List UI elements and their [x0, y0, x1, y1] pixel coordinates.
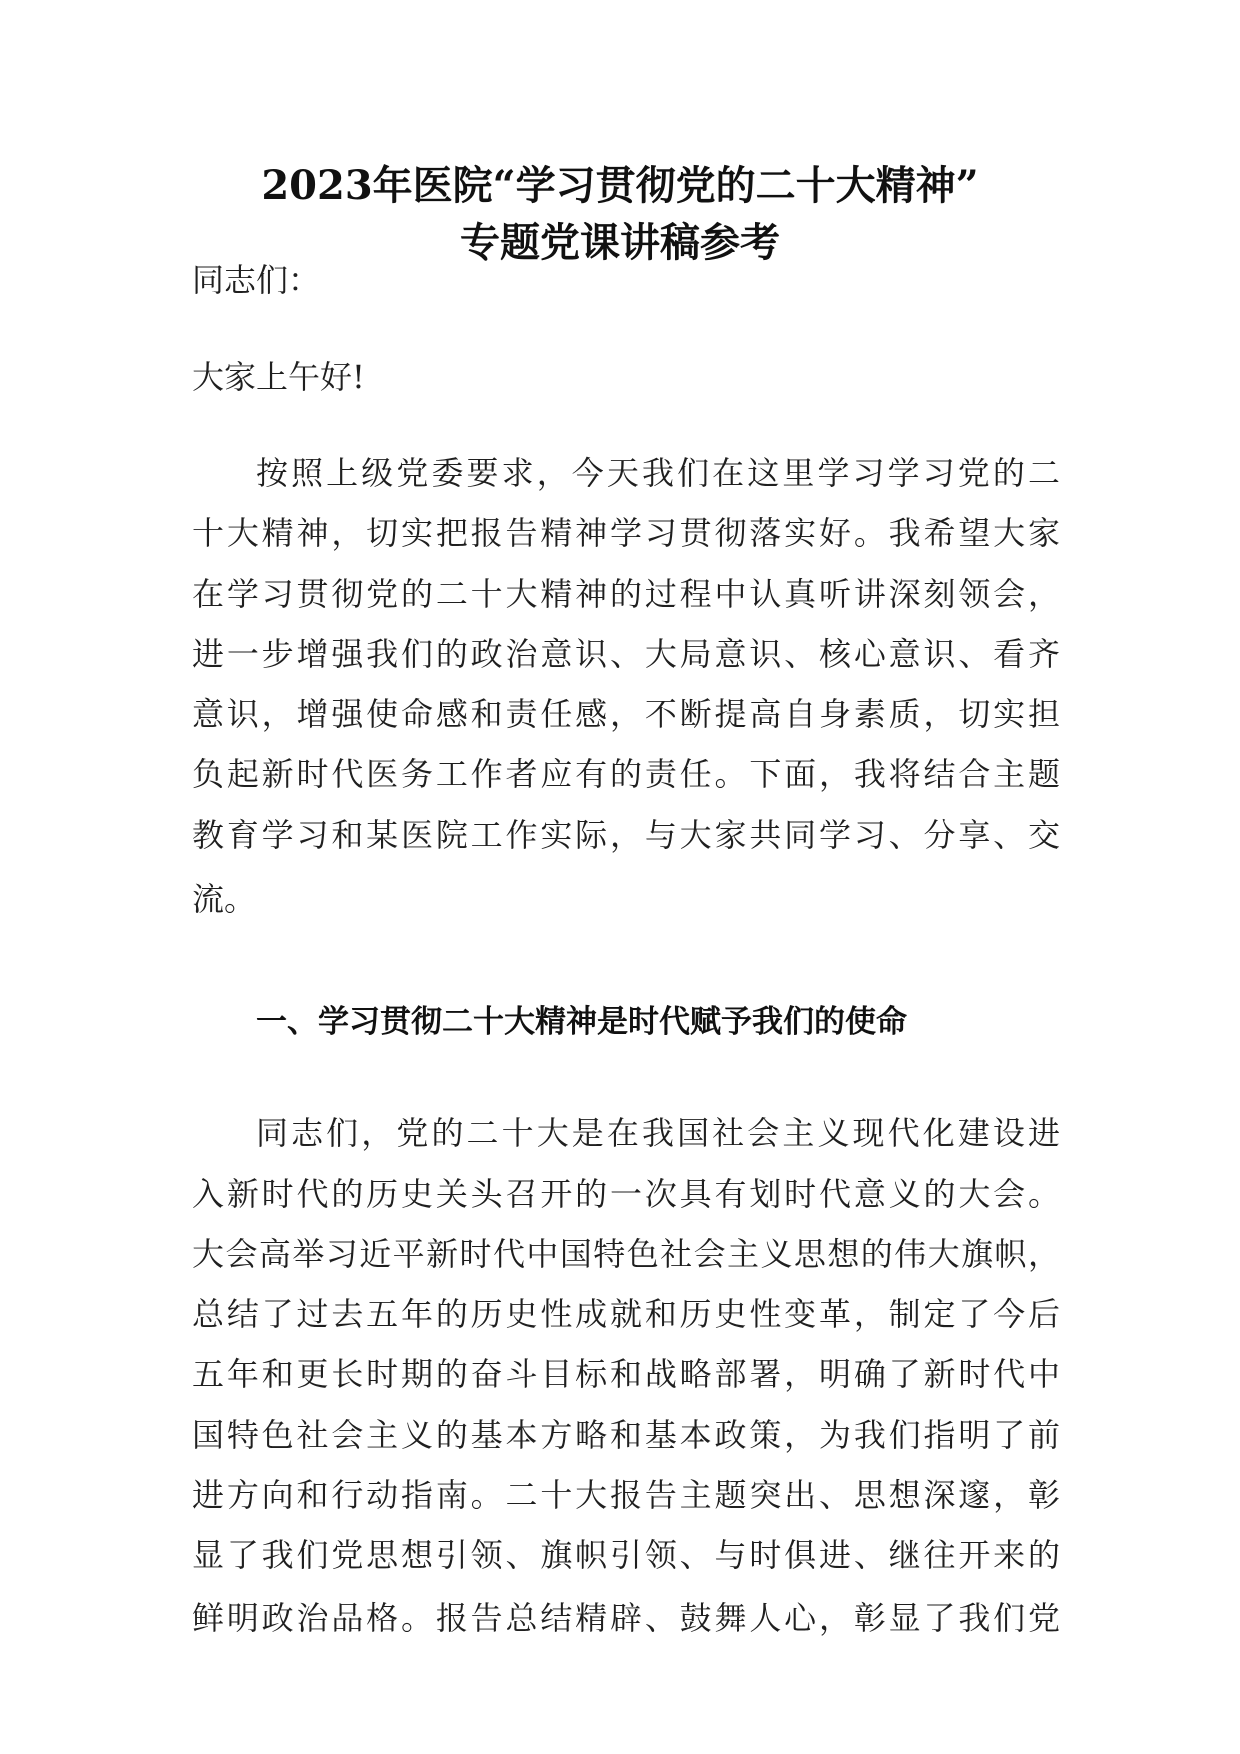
- document-title-line-1: 2023年医院“学习贯彻党的二十大精神”: [261, 162, 979, 209]
- paragraph-2-line: 入新时代的历史关头召开的一次具有划时代意义的大会。: [192, 1175, 1060, 1213]
- paragraph-1-line: 进一步增强我们的政治意识、大局意识、核心意识、看齐: [192, 635, 1060, 673]
- paragraph-1-line: 意识，增强使命感和责任感，不断提高自身素质，切实担: [192, 695, 1060, 733]
- greeting: 大家上午好!: [192, 358, 365, 396]
- paragraph-2-line: 总结了过去五年的历史性成就和历史性变革，制定了今后: [192, 1295, 1060, 1333]
- document-title-line-2: 专题党课讲稿参考: [460, 219, 780, 266]
- section-heading: 一、学习贯彻二十大精神是时代赋予我们的使命: [256, 1004, 907, 1040]
- paragraph-2-line: 进方向和行动指南。二十大报告主题突出、思想深邃，彰: [192, 1476, 1060, 1514]
- paragraph-2-line: 鲜明政治品格。报告总结精辟、鼓舞人心，彰显了我们党: [192, 1599, 1060, 1637]
- paragraph-1-line: 在学习贯彻党的二十大精神的过程中认真听讲深刻领会，: [192, 575, 1060, 613]
- paragraph-1-line: 流。: [192, 880, 257, 918]
- paragraph-1-line: 按照上级党委要求，今天我们在这里学习学习党的二: [256, 454, 1060, 492]
- paragraph-2-line: 大会高举习近平新时代中国特色社会主义思想的伟大旗帜，: [192, 1235, 1060, 1273]
- salutation: 同志们：: [192, 261, 321, 299]
- paragraph-2-line: 同志们，党的二十大是在我国社会主义现代化建设进: [256, 1114, 1060, 1152]
- paragraph-1-line: 负起新时代医务工作者应有的责任。下面，我将结合主题: [192, 755, 1060, 793]
- paragraph-2-line: 国特色社会主义的基本方略和基本政策，为我们指明了前: [192, 1416, 1060, 1454]
- paragraph-2-line: 五年和更长时期的奋斗目标和战略部署，明确了新时代中: [192, 1355, 1060, 1393]
- paragraph-2-line: 显了我们党思想引领、旗帜引领、与时俱进、继往开来的: [192, 1536, 1060, 1574]
- paragraph-1-line: 教育学习和某医院工作实际，与大家共同学习、分享、交: [192, 816, 1060, 854]
- paragraph-1-line: 十大精神，切实把报告精神学习贯彻落实好。我希望大家: [192, 514, 1060, 552]
